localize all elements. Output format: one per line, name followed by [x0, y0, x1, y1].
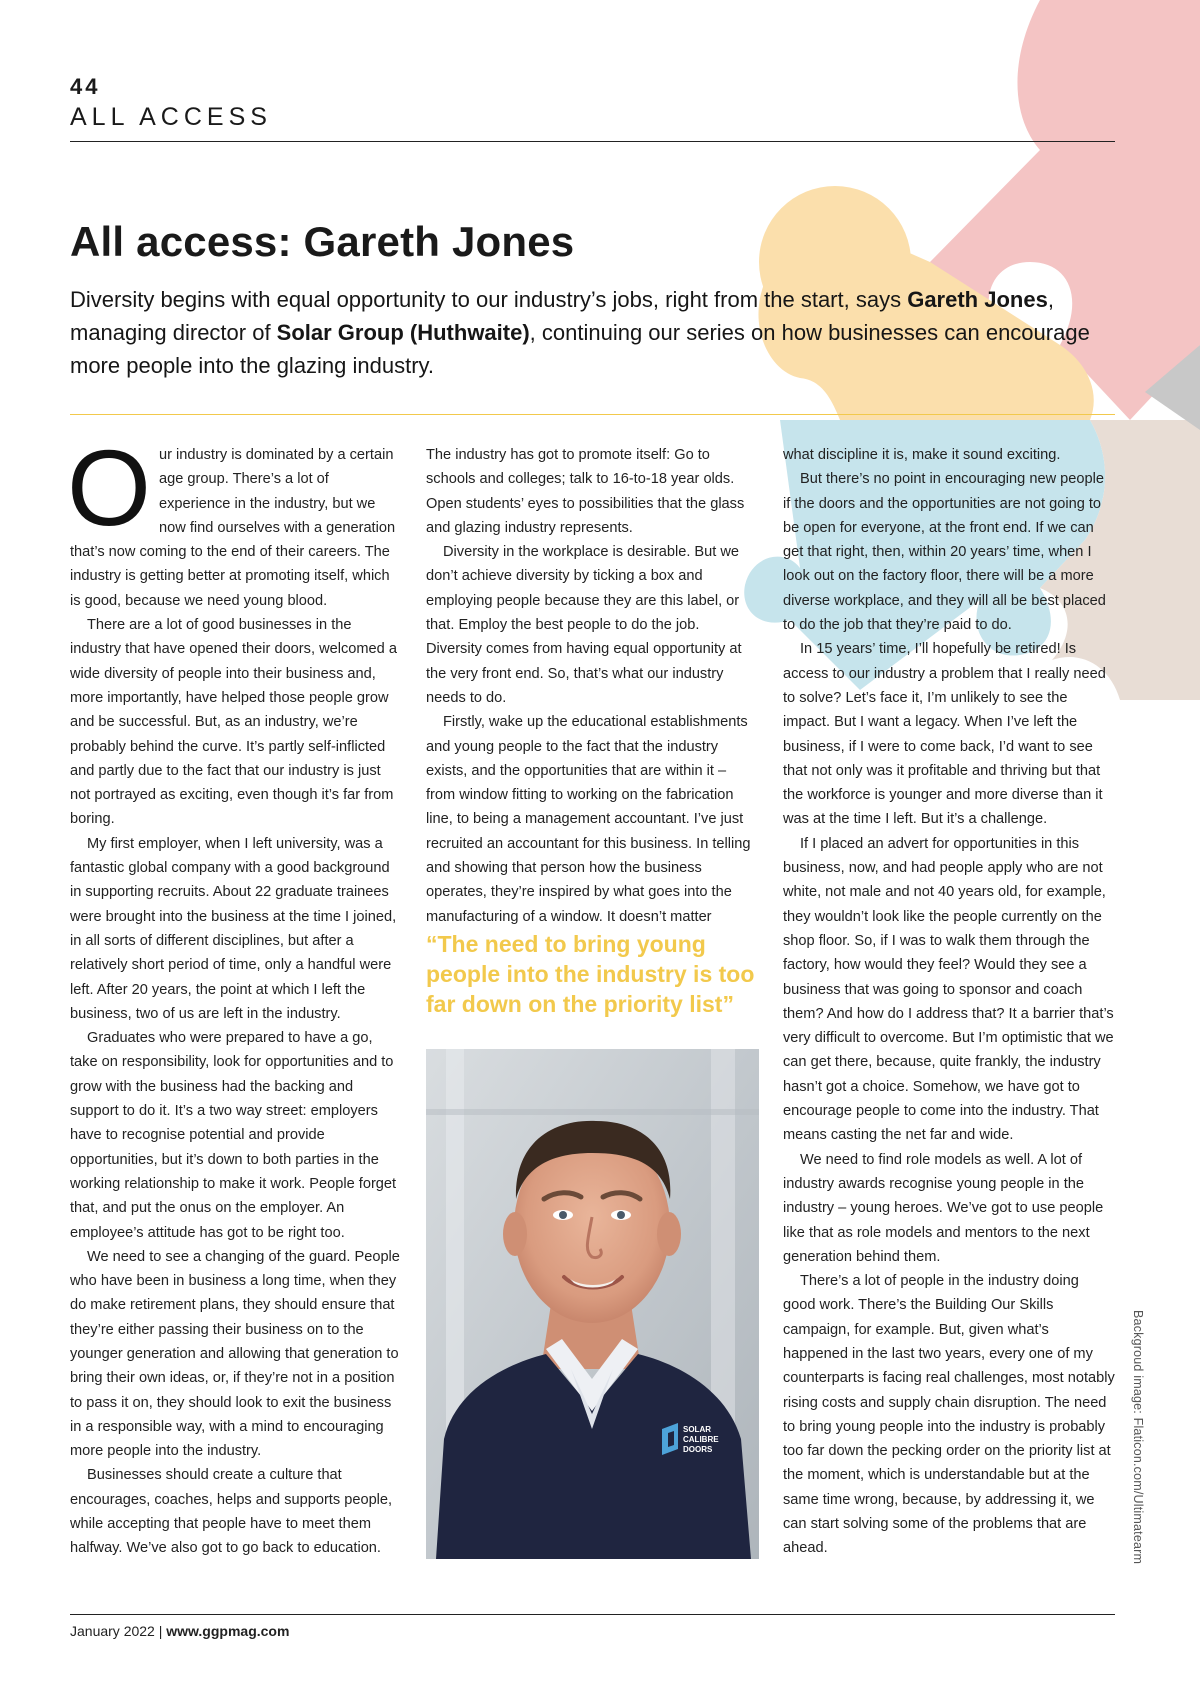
paragraph: Diversity in the workplace is desirable. But we don’t achieve diversity by ticking a box and employing people because they are this label, or that. Employ the best people to do the job. Diversity comes from having equal opportunity at the very front end. So, that’s what our industry needs to do. [426, 544, 742, 706]
header-rule [70, 141, 1115, 142]
pull-quote: “The need to bring young people into the industry is too far down on the priority list” [426, 930, 755, 1017]
paragraph: The industry has got to promote itself: Go to schools and colleges; talk to 16-to-18 year olds. Open students’ eyes to possibilities that the glass and glazing industry represents. [426, 447, 745, 536]
standfirst-text-3: , continuing our series on how businesses can encourage more people into the glazing industry. [70, 320, 1090, 378]
page-number: 44 [70, 74, 101, 99]
paragraph: We need to find role models as well. A lot of industry awards recognise young people in the industry – young heroes. We’ve got to use people like that as role models and mentors to the next generation behind them. [783, 1151, 1104, 1265]
paragraph: There are a lot of good businesses in the industry that have opened their doors, welcomed a wide diversity of people into their business and, more importantly, have helped those people grow and be successful. But, as an industry, we’re probably behind the curve. It’s partly self-inflicted and partly due to the fact that our industry is just not portrayed as exciting, even though it’s far from boring. [70, 617, 397, 828]
paragraph: But there’s no point in encouraging new people if the doors and the opportunities are not going to be open for everyone, at the front end. If we can get that right, then, within 20 years’ time, when I look out on the factory floor, there will be a more diverse workplace, and they will all be best placed to do the job that they’re paid to do. [783, 471, 1106, 634]
standfirst-company-name: Solar Group (Huthwaite) [276, 320, 530, 345]
standfirst-person-name: Gareth Jones [907, 287, 1048, 312]
article-column-2 [426, 443, 758, 1559]
paragraph: We need to see a changing of the guard. People who have been in business a long time, when they do make retirement plans, they should ensure that they’re either passing their business on to the younger generation and allowing that generation to bring their own ideas, or, if they’re not in a position to pass it on, they should look to exit the business in a responsible way, with a mind to encouraging more people into the industry. [70, 1248, 400, 1460]
article-title: All access: Gareth Jones [70, 218, 575, 265]
footer-separator: | [154, 1623, 167, 1639]
paragraph: If I placed an advert for opportunities in this business, now, and had people apply who are not white, not male and not 40 years old, for example, they wouldn’t look like the people currently on the shop floor. So, if I was to walk them through the factory, how would they feel? Would they see a business that was going to sponsor and coach them? And how do I address that? It a barrier that’s very difficult to overcome. But I’m optimistic that we can get there, because, quite frankly, the industry hasn’t got a choice. Somehow, we have got to encourage people to come into the industry. That means casting the net far and wide. [783, 835, 1114, 1144]
footer-date: January 2022 [70, 1623, 155, 1639]
paragraph: Firstly, wake up the educational establishments and young people to the fact that the industry exists, and the opportunities that are within it – from window fitting to working on the fabrication line, to being a management accountant. I’ve just recruited an accountant for this business. In telling and showing that person how the business operates, they’re inspired by what goes into the manufacturing of a window. It doesn’t matter [426, 714, 751, 925]
page-footer [70, 1623, 289, 1639]
logo-line-1: SOLAR [683, 1424, 711, 1434]
footer-website-link[interactable]: www.ggpmag.com [166, 1623, 290, 1639]
footer-rule [70, 1614, 1115, 1615]
logo-line-3: DOORS [683, 1444, 713, 1454]
paragraph: In 15 years’ time, I’ll hopefully be retired! Is access to our industry a problem that I really need to solve? Let’s face it, I’m unlikely to see the impact. But I want a legacy. When I’ve left the business, if I were to come back, I’d want to see that not only was it profitable and thriving but that the workforce is younger and more diverse than it was at the time I left. But it’s a challenge. [783, 641, 1106, 828]
paragraph [67, 427, 402, 613]
paragraph: Graduates who were prepared to have a go, take on responsibility, look for opportunities and to grow with the business had the backing and support to do it. It’s a two way street: employers have to recognise potential and provide opportunities, but it’s down to both parties in the working relationship to make it work. People forget that, and put the onus on the employer. An employee’s attitude has got to be right too. [70, 1030, 397, 1241]
standfirst-rule [70, 414, 1115, 415]
standfirst-text-1: Diversity begins with equal opportunity to our industry’s jobs, right from the start, says [70, 287, 908, 312]
standfirst-text-2: , managing director of [70, 287, 1054, 345]
paragraph: There’s a lot of people in the industry doing good work. There’s the Building Our Skills campaign, for example. But, given what’s happened in the last two years, every one of my counterparts is facing real challenges, most notably rising costs and supply chain disruption. The need to bring young people into the industry is probably too far down the pecking order on the priority list at the moment, which is understandable but at the same time wrong, because, by addressing it, we can start solving some of the problems that are ahead. [783, 1273, 1115, 1557]
article-column-1 [67, 427, 402, 1561]
article-column-3 [783, 443, 1115, 1561]
portrait-photo [426, 1049, 759, 1559]
paragraph: what discipline it is, make it sound exciting. [783, 447, 1061, 463]
article-standfirst [70, 283, 1115, 382]
sweater-logo [662, 1423, 719, 1455]
image-credit-text: Backgroud image: Flaticon.com/Ultimatearm [1131, 1310, 1145, 1565]
logo-line-2: CALIBRE [683, 1434, 719, 1444]
page-header [70, 76, 272, 130]
paragraph: Businesses should create a culture that encourages, coaches, helps and supports people, while accepting that people have to meet them halfway. We’ve also got to go back to education. [70, 1467, 393, 1557]
paragraph: My first employer, when I left university, was a fantastic global company with a good background in supporting recruits. About 22 graduate trainees were brought into the business at the time I joined, in all sorts of different disciplines, but after a relatively short period of time, only a handful were left. After 20 years, the point at which I left the business, two of us are left in the industry. [70, 835, 397, 1022]
section-name: ALL ACCESS [70, 103, 272, 131]
drop-cap: O [67, 427, 152, 548]
paragraph-text: ur industry is dominated by a certain age group. There’s a lot of experience in the industry, but we now find ourselves with a generation that’s now coming to the end of their careers. The industry is getting better at promoting itself, which is good, because we need young blood. [70, 447, 396, 609]
image-credit [1131, 1310, 1149, 1580]
